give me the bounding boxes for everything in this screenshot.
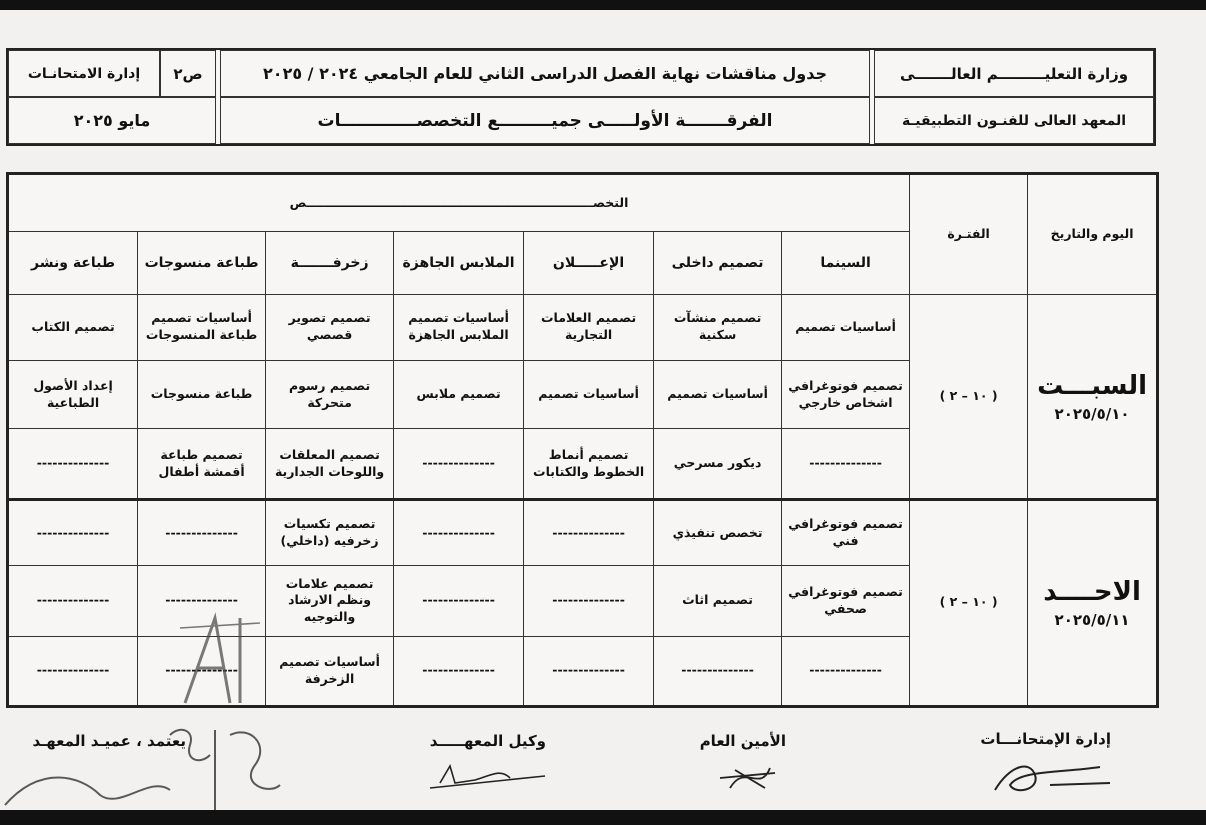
table-cell: -------------- [782,636,910,706]
table-cell: -------------- [138,566,266,636]
table-cell: أساسيات تصميم الزخرفة [266,636,394,706]
table-cell: -------------- [394,499,524,565]
table-cell: -------------- [654,636,782,706]
period-cell: ( ١٠ – ٢ ) [910,294,1028,499]
table-cell: تصميم أنماط الخطوط والكتابات [524,429,654,499]
table-cell: -------------- [138,636,266,706]
day-cell-saturday [1028,294,1158,499]
page-number: ص٢ [160,50,216,97]
table-cell: تصميم ملابس [394,361,524,429]
table-cell: تصميم الكتاب [8,294,138,360]
table-cell: تصميم اثاث [654,566,782,636]
stamp-mark [175,608,265,708]
table-cell: -------------- [394,566,524,636]
spec-decoration: زخرفـــــــة [266,232,394,294]
table-cell: -------------- [8,636,138,706]
exams-department: إدارة الامتحانـات [8,50,160,97]
table-cell: تصميم المعلقات واللوحات الجدارية [266,429,394,499]
table-cell: تصميم علامات ونظم الارشاد والتوجيه [266,566,394,636]
day-date: ٢٠٢٥/٥/١٠ [1054,404,1130,423]
table-cell: ديكور مسرحي [654,429,782,499]
table-cell: تصميم العلامات التجارية [524,294,654,360]
table-cell: أساسيات تصميم [782,294,910,360]
table-cell: -------------- [8,429,138,499]
table-cell: -------------- [394,636,524,706]
ministry-name: وزارة التعليـــــــــم العالـــــــى [874,50,1154,97]
spec-textile-printing: طباعة منسوجات [138,232,266,294]
period-header: الفتـرة [910,174,1028,295]
signature-scribble [0,715,290,810]
spec-interior-design: تصميم داخلى [654,232,782,294]
spec-advertising: الإعـــــلان [524,232,654,294]
table-cell: تصميم فوتوغرافي فني [782,499,910,565]
spec-cinema: السينما [782,232,910,294]
table-cell: -------------- [524,636,654,706]
table-cell: تصميم تصوير قصصي [266,294,394,360]
day-name: السبـــت [1037,370,1148,401]
day-cell-sunday [1028,499,1158,706]
signature-vice-dean-label: وكيل المعهـــــد [429,732,546,750]
specializations-header: التخصـــــــــــــــــــــــــــــــــــــــــــــــــــــــــــــــــــص [8,174,910,232]
exam-month: مايو ٢٠٢٥ [8,97,216,144]
period-cell: ( ١٠ – ٢ ) [910,499,1028,706]
institute-name: المعهد العالى للفنـون التطبيقيـة [874,97,1154,144]
schedule-subtitle: الفرقـــــــة الأولـــــى جميـــــــــع التخصصـــــــــــــات [220,97,870,144]
table-cell: أساسيات تصميم الملابس الجاهزة [394,294,524,360]
document-page [0,10,1206,810]
table-cell: أساسيات تصميم [524,361,654,429]
signature-scribble [715,758,785,798]
signature-dean-label: يعتمد ، عميـد المعهـد [32,732,186,750]
spec-printing-publishing: طباعة ونشر [8,232,138,294]
table-cell: طباعة منسوجات [138,361,266,429]
table-cell: تخصص تنفيذي [654,499,782,565]
table-cell: أساسيات تصميم طباعة المنسوجات [138,294,266,360]
table-cell: -------------- [524,499,654,565]
day-date: ٢٠٢٥/٥/١١ [1054,611,1130,630]
table-cell: -------------- [782,429,910,499]
signature-scribble [990,755,1120,800]
table-cell: تصميم رسوم متحركة [266,361,394,429]
table-cell: تصميم منشآت سكنية [654,294,782,360]
table-cell: -------------- [394,429,524,499]
table-cell: تصميم فوتوغرافي صحفي [782,566,910,636]
table-cell: -------------- [8,566,138,636]
table-cell: أساسيات تصميم [654,361,782,429]
table-cell: -------------- [524,566,654,636]
table-cell: تصميم تكسيات زخرفيه (داخلي) [266,499,394,565]
table-cell: -------------- [138,499,266,565]
signature-exams-label: إدارة الإمتحانـــات [980,730,1111,748]
signature-secretary-label: الأمين العام [699,732,786,750]
schedule-title: جدول مناقشات نهاية الفصل الدراسى الثاني للعام الجامعي ٢٠٢٤ / ٢٠٢٥ [220,50,870,97]
table-cell: تصميم فوتوغرافي اشخاص خارجي [782,361,910,429]
header-block [6,48,1156,146]
table-cell: تصميم طباعة أقمشة أطفال [138,429,266,499]
day-name: الاحــــد [1043,577,1141,608]
table-cell: -------------- [8,499,138,565]
day-date-header: اليوم والتاريخ [1028,174,1158,295]
signature-scribble [420,758,550,793]
table-cell: إعداد الأصول الطباعية [8,361,138,429]
spec-ready-made-clothes: الملابس الجاهزة [394,232,524,294]
